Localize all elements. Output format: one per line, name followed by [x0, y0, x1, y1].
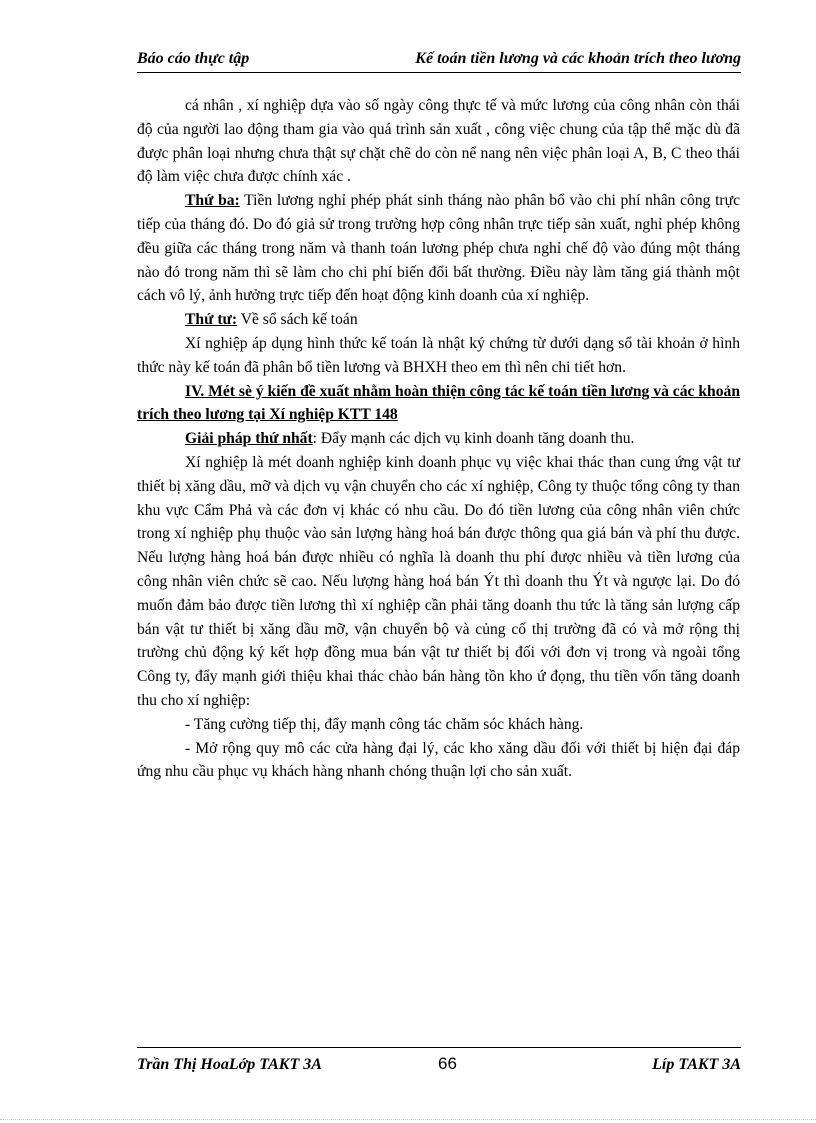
paragraph-1: cá nhân , xí nghiệp dựa vào số ngày công thực tế và mức lương của công nhân còn thái độ của người lao động tham gia vào quá trình sản xuất , công việc chung của tập thể mặc dù đã được phân loại nhưng chưa thật sự chặt chẽ do còn nể nang nên việc phân loại A, B, C theo thái độ làm việc chưa được chính xác . — [137, 97, 740, 186]
page-header — [137, 50, 741, 73]
text-giai-phap: : Đẩy mạnh các dịch vụ kinh doanh tăng doanh thu. — [312, 430, 635, 448]
label-thu-tu: Thứ tư: — [185, 311, 238, 329]
page-footer — [137, 1047, 741, 1078]
paragraph-6: Xí nghiệp là mét doanh nghiệp kinh doanh phục vụ việc khai thác than cung ứng vật tư thiết bị xăng dầu, mỡ và dịch vụ vận chuyển cho các xí nghiệp, Công ty thuộc tổng công ty than khu vực Cẩm Phả và các đơn vị khác có nhu cầu. Do đó tiền lương của công nhân viên chức trong xí nghiệp phụ thuộc vào sản lượng hàng hoá bán được thông qua giá bán và phí thu được. Nếu lượng hàng hoá bán được nhiều có nghĩa là doanh thu phí được nhiều và tiền lương của công nhân viên chức sẽ cao. Nếu lượng hàng hoá bán Ýt thì doanh thu Ýt và ngược lại. Do đó muốn đảm bảo được tiền lương thì xí nghiệp cần phải tăng doanh thu tức là tăng sản lượng cấp bán vật tư thiết bị xăng dầu mỡ, vận chuyển bộ và củng cố thị trường đã có và mở rộng thị trường chủ động ký kết hợp đồng mua bán vật tư thiết bị đối với đơn vị trong và ngoài tổng Công ty, đẩy mạnh giới thiệu khai thác chào bán hàng tồn kho ứ đọng, thu tiền vốn tăng doanh thu cho xí nghiệp: — [137, 453, 740, 709]
section-heading: IV. Mét sè ý kiến đề xuất nhằm hoàn thiện công tác kế toán tiền lương và các khoản trích theo lương tại Xí nghiệp KTT 148 — [137, 382, 740, 424]
header-right: Kế toán tiền lương và các khoản trích theo lương — [415, 50, 741, 67]
text-thu-ba: Tiền lương nghỉ phép phát sinh tháng nào phân bổ vào chi phí nhân công trực tiếp của tháng đó. Do đó giả sử trong trường hợp công nhân trực tiếp sản xuất, nghỉ phép không đều giữa các tháng trong năm và thanh toán lương phép chưa nghỉ chế độ vào đúng một tháng nào đó trong năm thì sẽ làm cho chi phí biến đổi bất thường. Điều này làm tăng giá thành một cách vô lý, ảnh hưởng trực tiếp đến hoạt động kinh doanh của xí nghiệp. — [137, 192, 740, 305]
paragraph-giai-phap — [137, 427, 740, 451]
page-number: 66 — [438, 1054, 457, 1073]
paragraph-thu-tu — [137, 308, 740, 332]
footer-left: Trần Thị HoaLớp TAKT 3A — [137, 1056, 322, 1073]
body-text — [137, 94, 740, 784]
bullet-1: - Tăng cường tiếp thị, đẩy mạnh công tác chăm sóc khách hàng. — [185, 715, 584, 733]
label-giai-phap: Giải pháp thứ nhất — [185, 430, 313, 448]
text-thu-tu: Về sổ sách kế toán — [237, 311, 358, 329]
bullet-2: - Mở rộng quy mô các cửa hàng đại lý, các kho xăng dầu đối với thiết bị hiện đại đáp ứng nhu cầu phục vụ khách hàng nhanh chóng thuận lợi cho sản xuất. — [137, 739, 740, 781]
page-edge-divider — [0, 1119, 816, 1120]
paragraph-4: Xí nghiệp áp dụng hình thức kế toán là nhật ký chứng từ dưới dạng sổ tài khoản ở hình thức này kế toán đã phân bổ tiền lương và BHXH theo em thì nên chi tiết hơn. — [137, 334, 740, 376]
label-thu-ba: Thứ ba: — [185, 192, 240, 210]
paragraph-thu-ba — [137, 189, 740, 308]
header-left: Báo cáo thực tập — [137, 50, 250, 67]
footer-right: Líp TAKT 3A — [652, 1056, 741, 1073]
